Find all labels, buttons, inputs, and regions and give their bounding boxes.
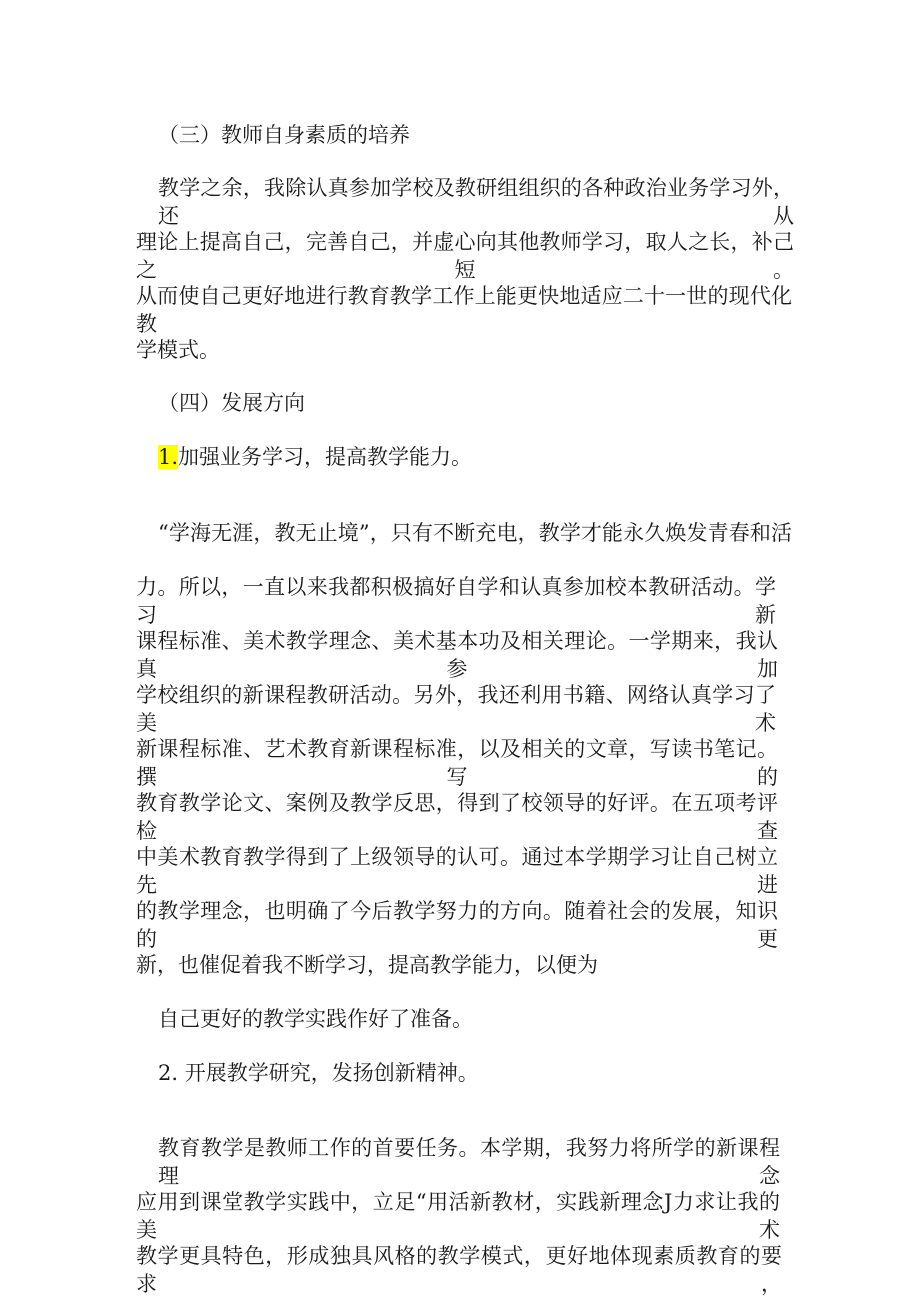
item-1-heading <box>158 443 472 471</box>
section-4-heading: （四）发展方向 <box>158 391 305 415</box>
item-1-para-line-9: 新，也催促着我不断学习，提高教学能力，以便为 <box>136 953 598 977</box>
item-1-number: 1. <box>158 445 179 469</box>
item-1-title: 加强业务学习，提高教学能力。 <box>178 445 473 469</box>
section-3-line-3: 从而使自己更好地进行教育教学工作上能更快地适应二十一世的现代化教 <box>136 284 792 336</box>
item-1-para-line-2: 力。所以，一直以来我都积极搞好自学和认真参加校本教研活动。学习新 <box>136 575 776 627</box>
item-2-para-line-3: 教学更具特色，形成独具风格的教学模式，更好地体现素质教育的要求， <box>136 1244 782 1296</box>
section-3-heading: （三）教师自身素质的培养 <box>158 123 410 147</box>
section-3-line-1: 教学之余，我除认真参加学校及教研组组织的各种政治业务学习外，还从 <box>158 176 794 228</box>
item-1-para-line-3: 课程标准、美术教学理念、美术基本功及相关理论。一学期来，我认真参加 <box>136 629 778 681</box>
item-1-para-line-5: 新课程标准、艺术教育新课程标准，以及相关的文章，写读书笔记。撰写的 <box>136 737 778 789</box>
item-1-para-line-10: 自己更好的教学实践作好了准备。 <box>158 1007 473 1031</box>
item-1-para-line-4: 学校组织的新课程教研活动。另外，我还利用书籍、网络认真学习了美术 <box>136 683 776 735</box>
item-1-para-line-7: 中美术教育教学得到了上级领导的认可。通过本学期学习让自己树立先进 <box>136 845 778 897</box>
item-2-heading: 2. 开展教学研究，发扬创新精神。 <box>158 1061 479 1085</box>
item-2-para-line-1: 教育教学是教师工作的首要任务。本学期，我努力将所学的新课程理念 <box>158 1136 780 1188</box>
item-1-para-line-8: 的教学理念，也明确了今后教学努力的方向。随着社会的发展，知识的更 <box>136 899 778 951</box>
section-3-line-4: 学模式。 <box>136 338 220 362</box>
item-2-para-line-2: 应用到课堂教学实践中，立足“用活新教材，实践新理念J力求让我的美术 <box>136 1190 780 1242</box>
item-1-para-line-1: “学海无涯，教无止境”，只有不断充电，教学才能永久焕发青春和活 <box>158 521 792 545</box>
item-1-para-line-6: 教育教学论文、案例及教学反思，得到了校领导的好评。在五项考评检查 <box>136 791 778 843</box>
section-3-line-2: 理论上提高自己，完善自己，并虚心向其他教师学习，取人之长，补己之短。 <box>136 230 794 282</box>
